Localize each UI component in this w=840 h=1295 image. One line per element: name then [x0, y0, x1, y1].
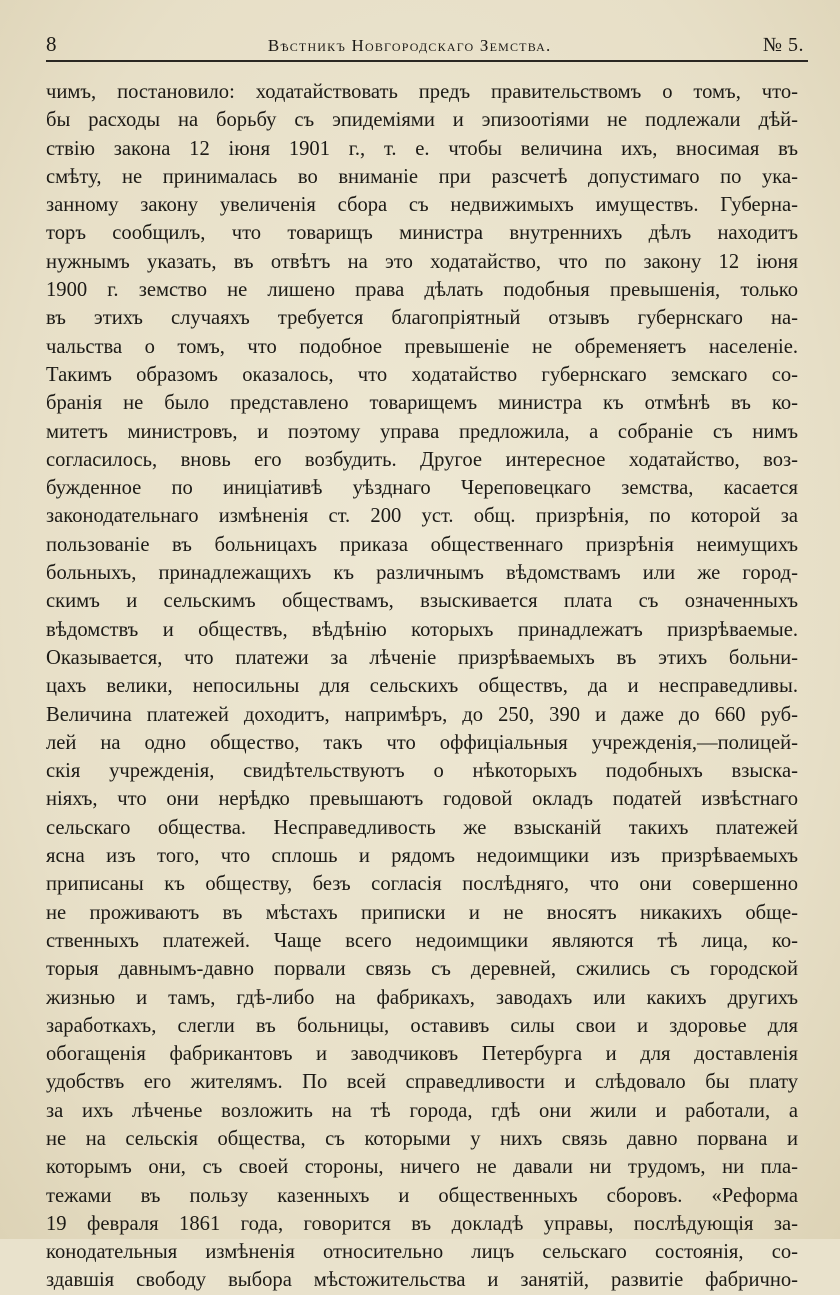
page-number: 8 — [46, 32, 57, 56]
text-line: Величина платежей доходитъ, напримѣръ, до 250, 390 и даже до 660 руб- — [46, 703, 798, 726]
text-line: чальства о томъ, что подобное превышеніе не обременяетъ населеніе. — [46, 335, 798, 358]
text-line: скимъ и сельскимъ обществамъ, взыскивается плата съ означенныхъ — [46, 590, 798, 613]
text-line: Такимъ образомъ оказалось, что ходатайство губернскаго земскаго со- — [46, 363, 798, 386]
text-line: 1900 г. земство не лишено права дѣлать подобныя превышенія, только — [46, 279, 798, 302]
text-line: нужнымъ указать, въ отвѣтъ на это ходатайство, что по закону 12 іюня — [46, 250, 798, 273]
text-line: Оказывается, что платежи за лѣченіе призрѣваемыхъ въ этихъ больни- — [46, 646, 798, 669]
text-line: торъ сообщилъ, что товарищъ министра внутреннихъ дѣлъ находитъ — [46, 222, 798, 245]
text-line: конодательныя измѣненія относительно лицъ сельскаго состоянія, со- — [46, 1241, 798, 1264]
text-line: приписаны къ обществу, безъ согласія послѣдняго, что они совершенно — [46, 873, 798, 896]
text-line: скія учрежденія, свидѣтельствуютъ о нѣкоторыхъ подобныхъ взыска- — [46, 760, 798, 783]
text-line: тежами въ пользу казенныхъ и общественныхъ сборовъ. «Реформа — [46, 1184, 798, 1207]
text-line: пользованіе въ больницахъ приказа общественнаго призрѣнія неимущихъ — [46, 533, 798, 556]
text-line: 19 февраля 1861 года, говорится въ докладѣ управы, послѣдующія за- — [46, 1212, 798, 1235]
text-line: цахъ велики, непосильны для сельскихъ обществъ, да и несправедливы. — [46, 675, 798, 698]
text-line: законодательнаго измѣненія ст. 200 уст. общ. призрѣнія, по которой за — [46, 505, 798, 528]
text-line: занному закону увеличенія сбора съ недвижимыхъ имуществъ. Губерна- — [46, 194, 798, 217]
text-line: здавшія свободу выбора мѣстожительства и занятій, развитіе фабрично- — [46, 1269, 798, 1292]
text-line: торыя давнымъ-давно порвали связь съ деревней, сжились съ городской — [46, 958, 798, 981]
text-line: которымъ они, съ своей стороны, ничего не давали ни трудомъ, ни пла- — [46, 1156, 798, 1179]
text-line: въ этихъ случаяхъ требуется благопріятный отзывъ губернскаго на- — [46, 307, 798, 330]
text-line: митетъ министровъ, и поэтому управа предложила, а собраніе съ нимъ — [46, 420, 798, 443]
body-text — [46, 78, 798, 1295]
text-line: бранія не было представлено товарищемъ министра къ отмѣнѣ въ ко- — [46, 392, 798, 415]
issue-number: № 5. — [762, 34, 804, 56]
text-line: не на сельскія общества, съ которыми у нихъ связь давно порвана и — [46, 1127, 798, 1150]
text-line: ясна изъ того, что сплошь и рядомъ недоимщики изъ призрѣваемыхъ — [46, 845, 798, 868]
text-line: за ихъ лѣченье возложить на тѣ города, гдѣ они жили и работали, а — [46, 1099, 798, 1122]
text-line: ствію закона 12 іюня 1901 г., т. е. чтобы величина ихъ, вносимая въ — [46, 137, 798, 160]
text-line: больныхъ, принадлежащихъ къ различнымъ вѣдомствамъ или же город- — [46, 562, 798, 585]
text-line: ственныхъ платежей. Чаще всего недоимщики являются тѣ лица, ко- — [46, 929, 798, 952]
text-line: обогащенія фабрикантовъ и заводчиковъ Петербурга и для доставленія — [46, 1043, 798, 1066]
text-line: вѣдомствъ и обществъ, вѣдѣнію которыхъ принадлежатъ призрѣваемые. — [46, 618, 798, 641]
running-header — [46, 32, 804, 62]
text-line: смѣту, не принималась во вниманіе при разсчетѣ допустимаго по ука- — [46, 165, 798, 188]
text-line: сельскаго общества. Несправедливость же взысканій такихъ платежей — [46, 816, 798, 839]
text-line: жизнью и тамъ, гдѣ-либо на фабрикахъ, заводахъ или какихъ другихъ — [46, 986, 798, 1009]
text-line: заработкахъ, слегли въ больницы, оставивъ силы свои и здоровье для — [46, 1014, 798, 1037]
text-line: удобствъ его жителямъ. По всей справедливости и слѣдовало бы плату — [46, 1071, 798, 1094]
text-line: согласилось, вновь его возбудить. Другое интересное ходатайство, воз- — [46, 448, 798, 471]
text-line: бужденное по иниціативѣ уѣзднаго Череповецкаго земства, касается — [46, 477, 798, 500]
text-line: ніяхъ, что они нерѣдко превышаютъ годовой окладъ податей извѣстнаго — [46, 788, 798, 811]
text-line: чимъ, постановило: ходатайствовать предъ правительствомъ о томъ, что- — [46, 81, 798, 103]
text-line: бы расходы на борьбу съ эпидеміями и эпизоотіями не подлежали дѣй- — [46, 109, 798, 132]
header-rule — [46, 60, 808, 62]
text-line: лей на одно общество, такъ что оффиціальныя учрежденія,—полицей- — [46, 731, 798, 754]
journal-title: Вѣстникъ Новгородскаго Земства. — [267, 36, 552, 55]
text-line: не проживаютъ въ мѣстахъ приписки и не вносятъ никакихъ обще- — [46, 901, 798, 924]
